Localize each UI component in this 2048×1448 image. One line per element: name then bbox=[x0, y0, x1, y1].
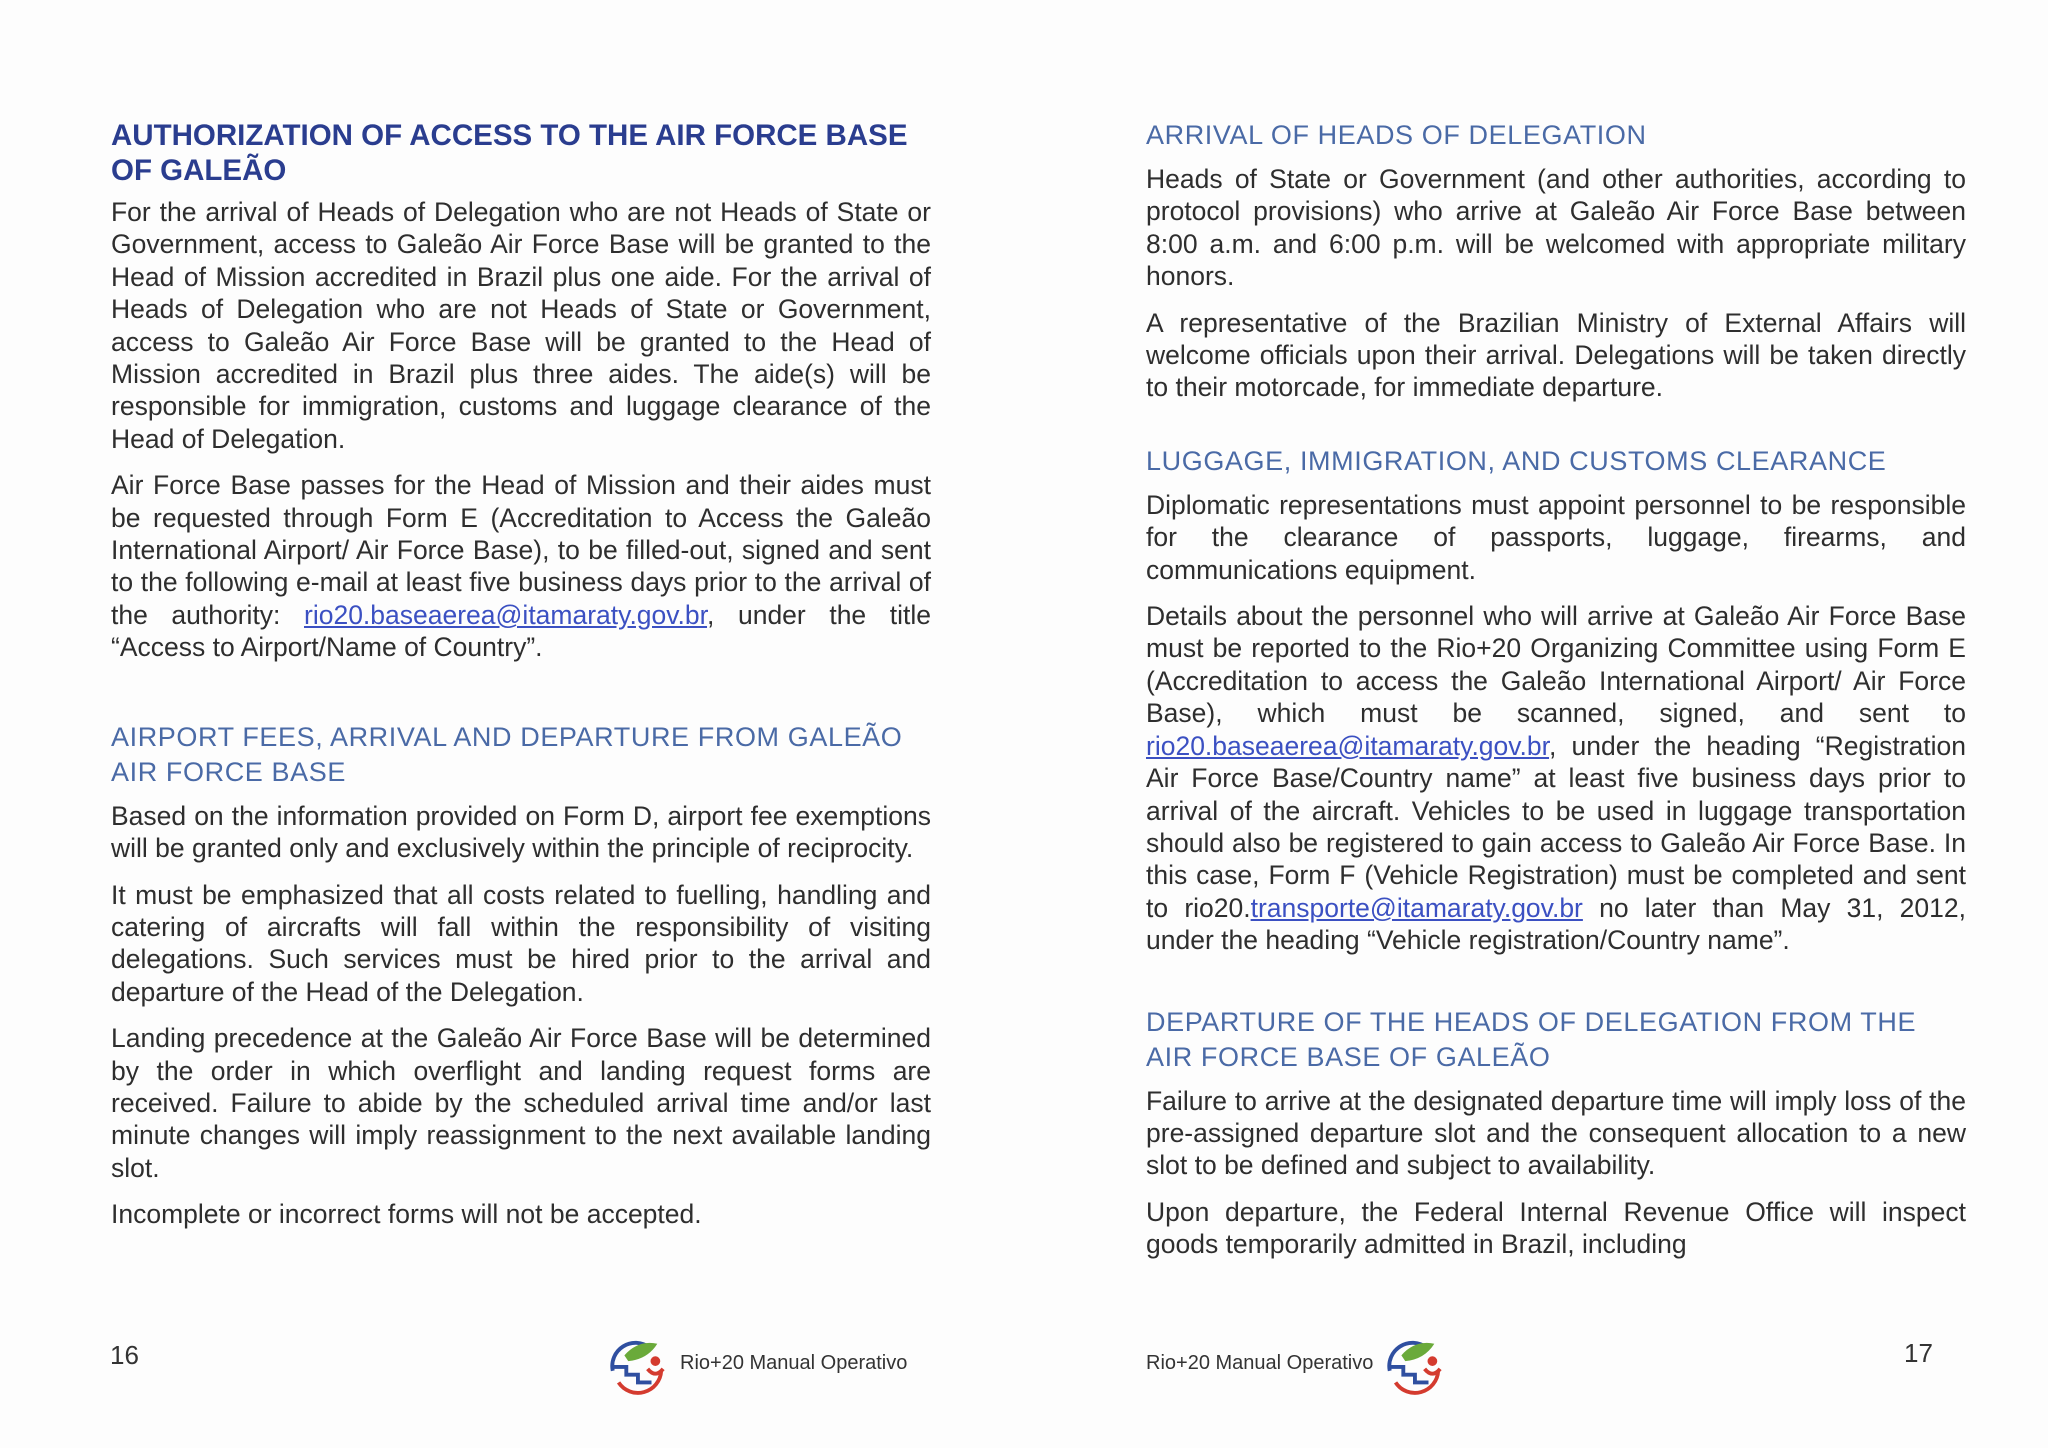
arrival-paragraph-1: Heads of State or Government (and other authorities, according to protocol provisions) who arrive at Galeão Air Force Base between 8:00 a.m. and 6:00 p.m. will be welcomed with appropriate military honors. bbox=[1146, 164, 1966, 292]
paragraph-text: , under the title “Access to Airport/Name of Country”. bbox=[111, 599, 931, 663]
authorization-paragraph-2 bbox=[111, 469, 931, 663]
left-footer bbox=[0, 1330, 1024, 1410]
departure-heading: DEPARTURE OF THE HEADS OF DELEGATION FROM THE AIR FORCE BASE OF GALEÃO bbox=[1146, 1006, 1917, 1072]
rio20-logo-icon bbox=[1382, 1334, 1444, 1396]
airport-fees-heading: AIRPORT FEES, ARRIVAL AND DEPARTURE FROM GALEÃO AIR FORCE BASE bbox=[111, 721, 903, 787]
right-page bbox=[1024, 0, 2048, 1448]
luggage-heading: LUGGAGE, IMMIGRATION, AND CUSTOMS CLEARANCE bbox=[1146, 445, 1887, 476]
airport-fees-paragraph-1: Based on the information provided on Form D, airport fee exemptions will be granted only and exclusively within the principle of reciprocity. bbox=[111, 800, 931, 864]
paragraph-text: Details about the personnel who will arrive at Galeão Air Force Base must be reported to the Rio+20 Organizing Committee using Form E (Accreditation to access the Galeão International Airport/ Air Force Base), which must be scanned, signed, and sent to bbox=[1146, 601, 1966, 729]
right-footer bbox=[1024, 1330, 2048, 1410]
airport-fees-paragraph-3: Landing precedence at the Galeão Air Force Base will be determined by the order in which overflight and landing request forms are received. Failure to abide by the scheduled arrival time and/or last minute changes will imply reassignment to the next available landing slot. bbox=[111, 1023, 931, 1183]
arrival-heading: ARRIVAL OF HEADS OF DELEGATION bbox=[1146, 120, 1647, 150]
baseaerea-email-link[interactable]: rio20.baseaerea@itamaraty.gov.br bbox=[1146, 730, 1550, 761]
paragraph-text: , under the heading “Registration Air Force Base/Country name” at least five business days prior to arrival of the aircraft. Vehicles to be used in luggage transportation should also be registered to gain access to Galeão Air Force Base. In this case, Form F (Vehicle Registration) must be completed and sent to rio20. bbox=[1146, 730, 1966, 923]
paragraph-text: Air Force Base passes for the Head of Mission and their aides must be requested through Form E (Accreditation to Access the Galeão International Airport/ Air Force Base), to be filled-out, signed and sent to the following e-mail at least five business days prior to the arrival of the authority: bbox=[111, 470, 931, 630]
paragraph-text: no later than May 31, 2012, under the heading “Vehicle registration/Country name”. bbox=[1146, 892, 1966, 956]
authorization-paragraph-1: For the arrival of Heads of Delegation who are not Heads of State or Government, access to Galeão Air Force Base will be granted to the Head of Mission accredited in Brazil plus one aide. For the arrival of Heads of Delegation who are not Heads of State or Government, access to Galeão Air Force Base will be granted to the Head of Mission accredited in Brazil plus three aides. The aide(s) will be responsible for immigration, customs and luggage clearance of the Head of Delegation. bbox=[111, 197, 931, 454]
left-column bbox=[111, 118, 931, 1245]
authorization-heading: AUTHORIZATION OF ACCESS TO THE AIR FORCE BASE OF GALEÃO bbox=[111, 119, 908, 187]
departure-paragraph-1: Failure to arrive at the designated departure time will imply loss of the pre-assigned departure slot and the consequent allocation to a new slot to be defined and subject to availability. bbox=[1146, 1085, 1966, 1181]
page-number: 16 bbox=[110, 1340, 139, 1370]
airport-fees-paragraph-4: Incomplete or incorrect forms will not be accepted. bbox=[111, 1199, 702, 1230]
luggage-paragraph-1: Diplomatic representations must appoint personnel to be responsible for the clearance of passports, luggage, firearms, and communications equipment. bbox=[1146, 489, 1966, 585]
airport-fees-paragraph-2: It must be emphasized that all costs related to fuelling, handling and catering of aircrafts will fall within the responsibility of visiting delegations. Such services must be hired prior to the arrival and departure of the Head of the Delegation. bbox=[111, 879, 931, 1007]
right-column bbox=[1146, 118, 1966, 1275]
arrival-paragraph-2: A representative of the Brazilian Ministry of External Affairs will welcome officials upon their arrival. Delegations will be taken directly to their motorcade, for immediate departure. bbox=[1146, 307, 1966, 403]
footer-label: Rio+20 Manual Operativo bbox=[1146, 1352, 1374, 1374]
page-number: 17 bbox=[1904, 1338, 1933, 1368]
footer-label: Rio+20 Manual Operativo bbox=[680, 1352, 908, 1374]
baseaerea-email-link[interactable]: rio20.baseaerea@itamaraty.gov.br bbox=[304, 599, 708, 630]
transporte-email-link[interactable]: transporte@itamaraty.gov.br bbox=[1250, 892, 1583, 923]
rio20-logo-icon bbox=[605, 1334, 667, 1396]
departure-paragraph-2: Upon departure, the Federal Internal Revenue Office will inspect goods temporarily admitted in Brazil, including bbox=[1146, 1196, 1966, 1260]
luggage-paragraph-2 bbox=[1146, 600, 1966, 956]
